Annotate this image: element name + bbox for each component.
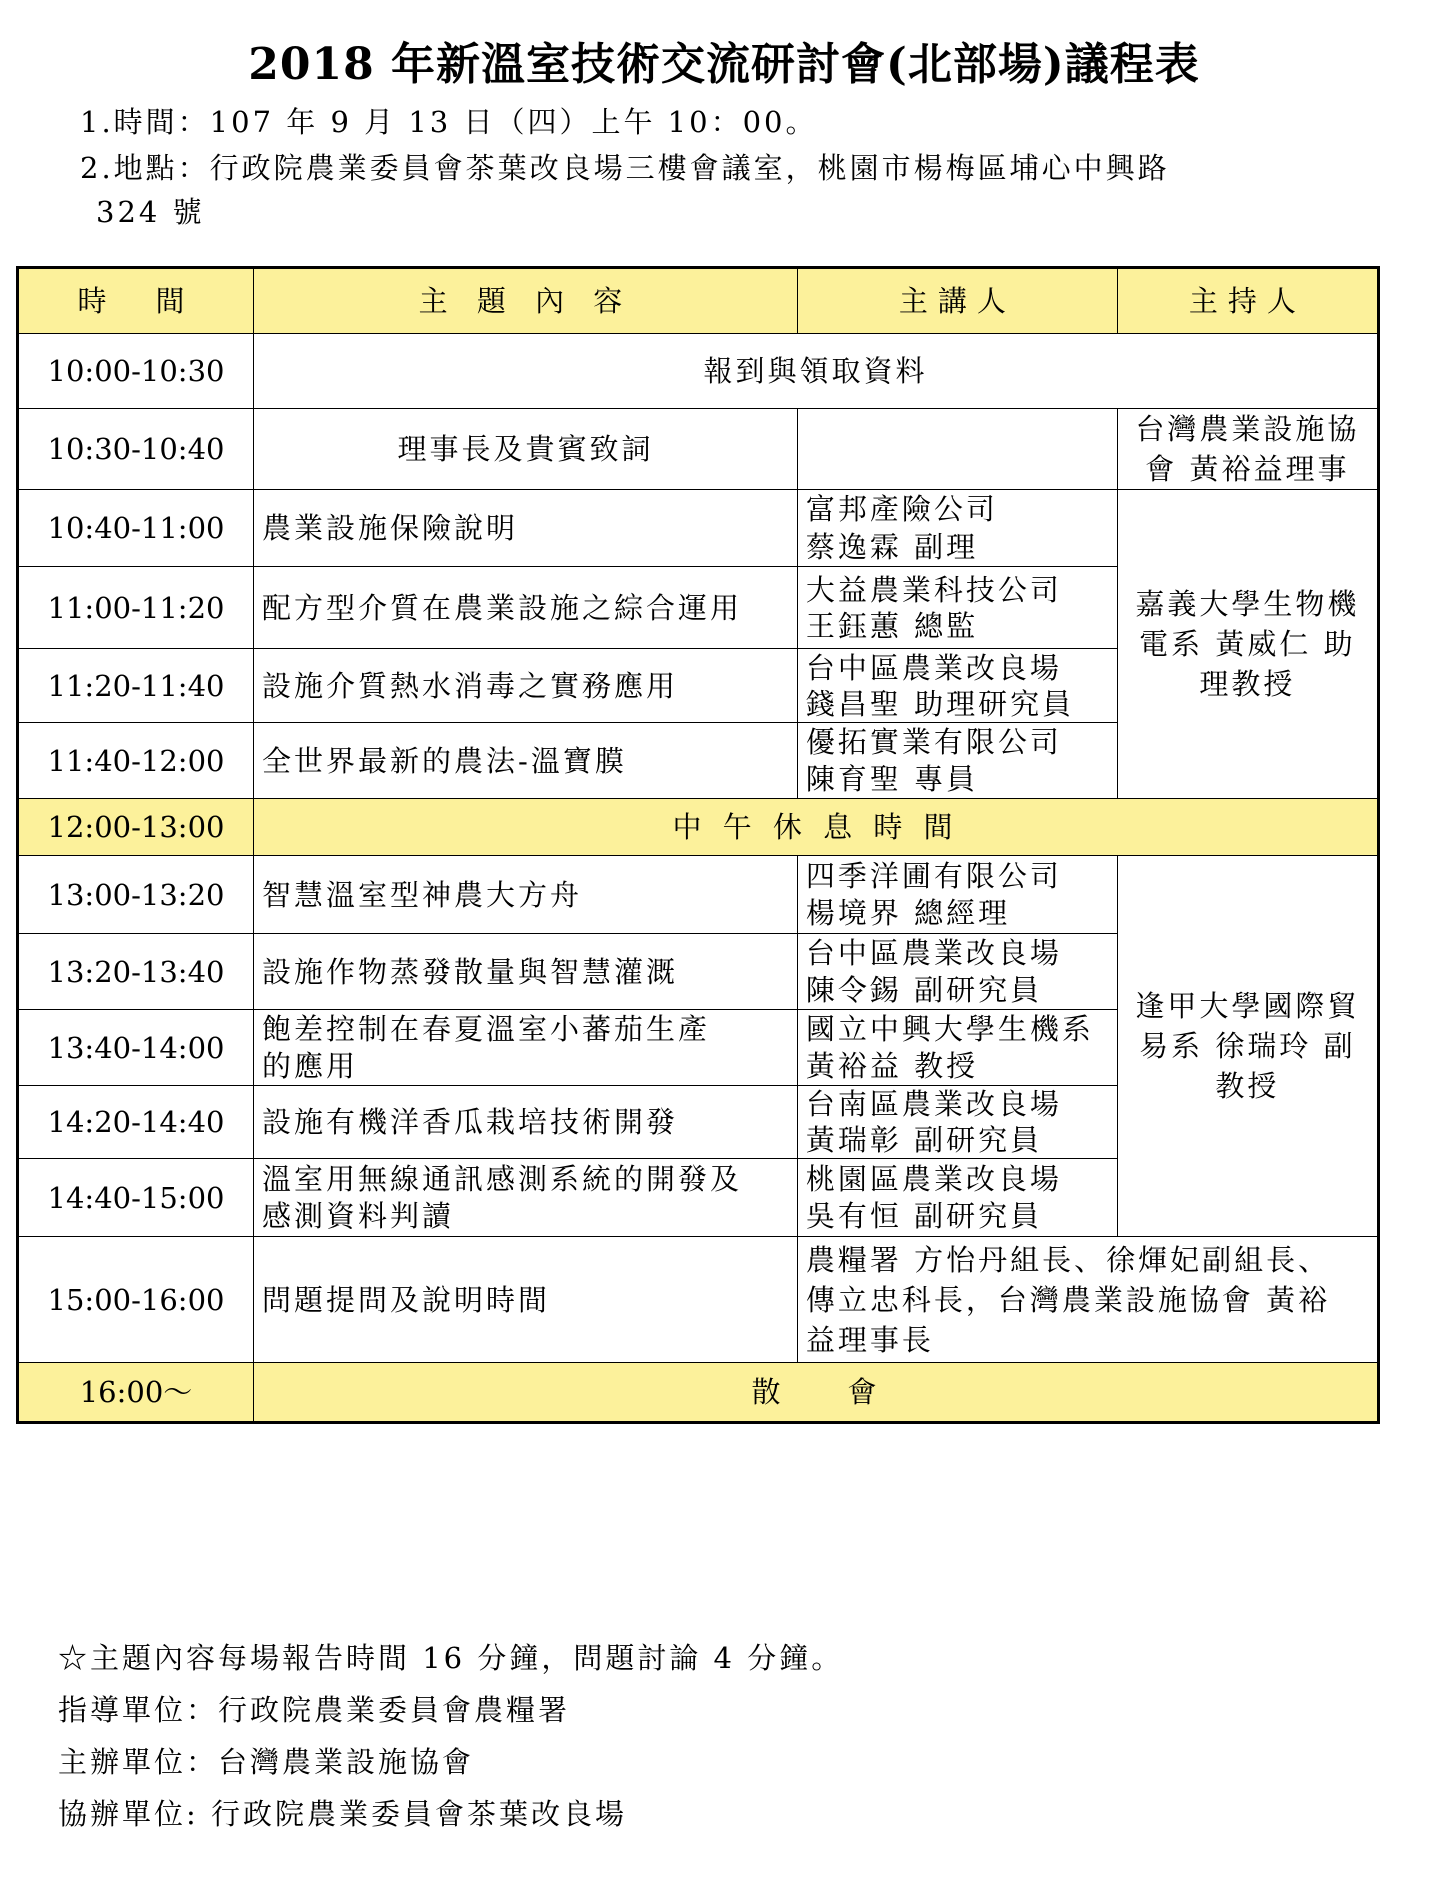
speaker-org: 台中區農業改良場 — [805, 935, 1062, 970]
speaker-org: 四季洋圃有限公司 — [805, 858, 1062, 893]
table-row — [18, 1237, 1379, 1363]
header-host: 主持人 — [1117, 268, 1378, 334]
speaker-name: 黃裕益 教授 — [805, 1048, 979, 1083]
row-topic: 設施作物蒸發散量與智慧灌溉 — [254, 934, 798, 1010]
table-row — [18, 490, 1379, 567]
host-morning — [1117, 490, 1378, 799]
speaker-line: 傳立忠科長，台灣農業設施協會 黃裕 — [805, 1282, 1331, 1317]
organizer: 主辦單位：台灣農業設施協會 — [58, 1745, 475, 1779]
row-speaker — [797, 856, 1117, 934]
host-line: 嘉義大學生物機 — [1135, 587, 1360, 621]
row-speaker — [797, 1010, 1117, 1086]
row-time: 11:40-12:00 — [18, 723, 254, 799]
host-line: 理教授 — [1199, 667, 1296, 701]
event-place: 2.地點：行政院農業委員會茶葉改良場三樓會議室，桃園市楊梅區埔心中興路 — [80, 151, 1170, 185]
row-topic: 問題提問及說明時間 — [254, 1237, 798, 1363]
speaker-name: 蔡逸霖 副理 — [805, 530, 979, 564]
speaker-org: 富邦產險公司 — [805, 492, 998, 526]
table-row — [18, 334, 1379, 409]
row-topic: 農業設施保險說明 — [254, 490, 798, 567]
row-speaker — [797, 934, 1117, 1010]
row-topic — [254, 1159, 798, 1237]
agenda-table — [16, 266, 1380, 1424]
event-time: 1.時間：107 年 9 月 13 日（四）上午 10：00。 — [80, 105, 818, 139]
speaker-name: 黃瑞彰 副研究員 — [805, 1123, 1043, 1157]
row-time: 13:20-13:40 — [18, 934, 254, 1010]
speaker-line: 農糧署 方怡丹組長、徐煇妃副組長、 — [805, 1242, 1331, 1277]
row-topic: 設施有機洋香瓜栽培技術開發 — [254, 1086, 798, 1159]
row-time: 12:00-13:00 — [18, 799, 254, 856]
header-time: 時 間 — [18, 268, 254, 334]
row-time: 13:40-14:00 — [18, 1010, 254, 1086]
row-host — [1117, 409, 1378, 490]
row-topic — [254, 1010, 798, 1086]
guiding-unit: 指導單位：行政院農業委員會農糧署 — [58, 1693, 571, 1727]
speaker-org: 桃園區農業改良場 — [805, 1161, 1062, 1196]
topic-line: 感測資料判讀 — [262, 1198, 455, 1233]
row-speaker — [797, 1086, 1117, 1159]
host-line: 逢甲大學國際貿 — [1135, 989, 1360, 1023]
row-topic: 全世界最新的農法-溫寶膜 — [254, 723, 798, 799]
table-row — [18, 409, 1379, 490]
row-time: 10:30-10:40 — [18, 409, 254, 490]
speaker-org: 國立中興大學生機系 — [805, 1011, 1094, 1046]
row-topic: 設施介質熱水消毒之實務應用 — [254, 649, 798, 723]
row-time: 10:40-11:00 — [18, 490, 254, 567]
host-line: 電系 黃威仁 助 — [1139, 627, 1356, 661]
host-line: 教授 — [1215, 1069, 1280, 1103]
row-speaker — [797, 649, 1117, 723]
row-topic: 報到與領取資料 — [254, 334, 1379, 409]
row-time: 16:00～ — [18, 1363, 254, 1423]
row-speaker — [797, 1159, 1117, 1237]
topic-line: 溫室用無線通訊感測系統的開發及 — [262, 1161, 743, 1196]
speaker-name: 陳育聖 專員 — [805, 761, 979, 796]
row-topic: 智慧溫室型神農大方舟 — [254, 856, 798, 934]
speaker-org: 台南區農業改良場 — [805, 1087, 1062, 1121]
topic-line: 飽差控制在春夏溫室小蕃茄生產 — [262, 1011, 711, 1046]
row-topic: 散 會 — [254, 1363, 1379, 1423]
host-afternoon — [1117, 856, 1378, 1237]
topic-line: 的應用 — [262, 1048, 359, 1083]
footnote: ☆主題內容每場報告時間 16 分鐘，問題討論 4 分鐘。 — [58, 1641, 844, 1675]
host-line: 台灣農業設施協 — [1135, 412, 1360, 446]
row-speaker — [797, 409, 1117, 490]
row-time: 10:00-10:30 — [18, 334, 254, 409]
speaker-name: 陳令錫 副研究員 — [805, 972, 1043, 1007]
table-row-lunch — [18, 799, 1379, 856]
page-title: 2018 年新溫室技術交流研討會(北部場)議程表 — [248, 39, 1200, 90]
row-time: 14:40-15:00 — [18, 1159, 254, 1237]
table-row — [18, 856, 1379, 934]
table-row-closing — [18, 1363, 1379, 1423]
row-time: 15:00-16:00 — [18, 1237, 254, 1363]
row-time: 14:20-14:40 — [18, 1086, 254, 1159]
speaker-name: 楊境界 總經理 — [805, 895, 1011, 930]
row-topic: 中 午 休 息 時 間 — [254, 799, 1379, 856]
row-topic: 配方型介質在農業設施之綜合運用 — [254, 567, 798, 649]
table-header-row — [18, 268, 1379, 334]
row-speaker — [797, 723, 1117, 799]
speaker-org: 大益農業科技公司 — [805, 572, 1062, 607]
speaker-line: 益理事長 — [805, 1322, 934, 1357]
row-speaker — [797, 490, 1117, 567]
row-time: 11:20-11:40 — [18, 649, 254, 723]
speaker-name: 吳有恒 副研究員 — [805, 1198, 1043, 1233]
speaker-org: 台中區農業改良場 — [805, 650, 1062, 685]
row-speaker — [797, 567, 1117, 649]
speaker-name: 王鈺蕙 總監 — [805, 608, 979, 643]
header-topic: 主 題 內 容 — [254, 268, 798, 334]
speaker-org: 優拓實業有限公司 — [805, 724, 1062, 759]
host-line: 易系 徐瑞玲 副 — [1139, 1029, 1356, 1063]
row-speaker — [797, 1237, 1378, 1363]
row-time: 13:00-13:20 — [18, 856, 254, 934]
co-organizer: 協辦單位: 行政院農業委員會茶葉改良場 — [58, 1797, 627, 1831]
speaker-name: 錢昌聖 助理研究員 — [805, 686, 1075, 721]
row-time: 11:00-11:20 — [18, 567, 254, 649]
header-speaker: 主講人 — [797, 268, 1117, 334]
host-line: 會 黃裕益理事 — [1145, 452, 1350, 486]
row-topic: 理事長及貴賓致詞 — [254, 409, 798, 490]
event-place-cont: 324 號 — [96, 195, 205, 229]
